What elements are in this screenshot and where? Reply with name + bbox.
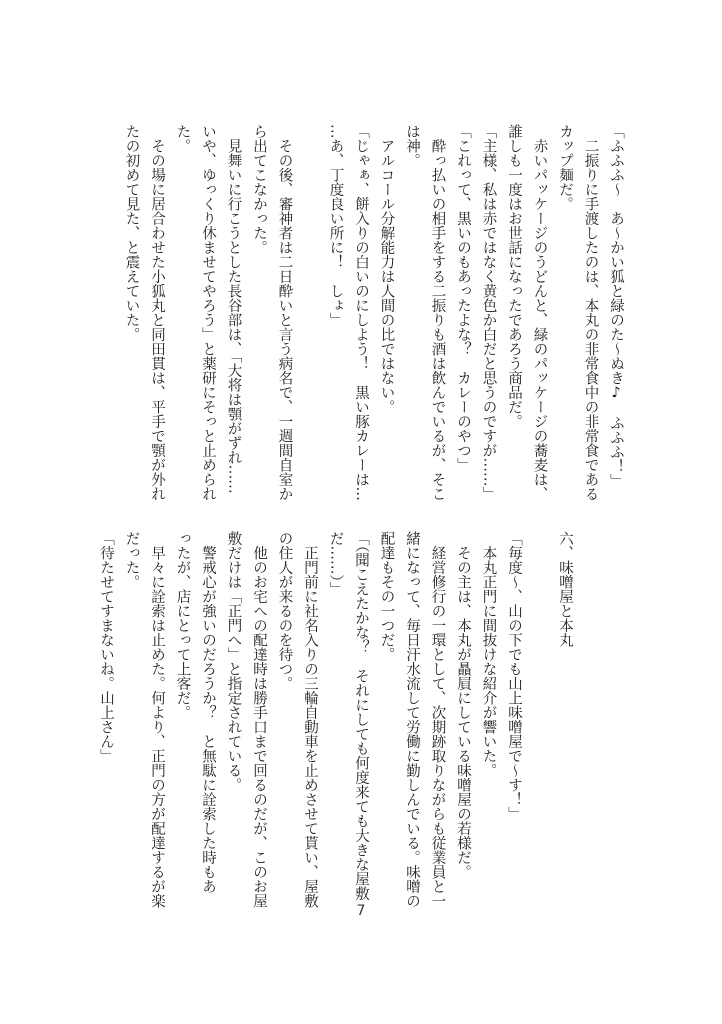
- text-column: 「これって、黒いのもあったよな？ カレーのやつ」: [455, 124, 471, 472]
- text-column: 赤いパッケージのうどんと、緑のパッケージの蕎麦は、: [531, 124, 548, 501]
- text-column: 緒になって、毎日汗水流して労働に勤しんでいる。味噌の: [404, 531, 420, 908]
- text-column: 早々に詮索は止めた。何より、正門の方が配達するが楽: [149, 531, 165, 908]
- text-column: 二振りに手渡したのは、本丸の非常食中の非常食である: [582, 124, 599, 501]
- text-column: 他のお宅への配達時は勝手口まで回るのだが、このお屋: [251, 531, 267, 908]
- text-column: だ……）」: [327, 531, 344, 597]
- lower-text-tier: [92, 531, 628, 909]
- text-column: 「待たせてすまないね。山上さん」: [98, 531, 114, 763]
- text-column: アルコール分解能力は人間の比ではない。: [378, 124, 395, 414]
- text-column: 「（聞こえたかな？ それにしても何度来ても大きな屋敷: [353, 531, 369, 901]
- text-column: ら出てこなかった。: [251, 124, 267, 255]
- text-column: 配達もその一つだ。: [378, 531, 395, 662]
- text-column: 本丸正門に間抜けな紹介が響いた。: [480, 531, 497, 778]
- text-column: その主は、本丸が贔屓にしている味噌屋の若様だ。: [455, 531, 471, 879]
- text-column: たの初めて見た、と震えていた。: [123, 124, 140, 342]
- scene-break-blank-column: [297, 124, 323, 502]
- text-column: その後、審神者は二日酔いと言う病名で、一週間自室か: [276, 124, 293, 501]
- text-column: 見舞いに行こうとした長谷部は、「大将は顎がずれ……: [225, 124, 242, 494]
- text-column: 敷だけは「正門へ」と指定されている。: [225, 531, 242, 792]
- text-column: た。: [174, 124, 191, 153]
- blank-column: [603, 531, 629, 909]
- text-column: だった。: [123, 531, 140, 589]
- text-column: 「じゃぁ、餅入りの白いのにしよう！ 黒い豚カレーは…: [353, 124, 369, 501]
- text-column: の住人が来るのを待つ。: [276, 531, 293, 691]
- blank-column: [93, 124, 119, 502]
- page-number: 7: [356, 903, 366, 919]
- text-column: …あ、丁度良い所に！ しょ」: [327, 124, 344, 327]
- text-column: 誰しも一度はお世話になったであろう商品だ。: [506, 124, 522, 429]
- blank-column: [577, 531, 603, 909]
- text-column: その場に居合わせた小狐丸と同田貫は、平手で顎が外れ: [149, 124, 165, 501]
- text-column: は神。: [404, 124, 420, 168]
- text-column: 「主様、私は赤ではなく黄色か白だと思うのですが……」: [480, 124, 497, 501]
- text-column: 正門前に社名入りの三輪自動車を止めさせて貰い、屋敷: [302, 531, 318, 908]
- text-column: 「ふふふ〜 あ〜かい狐と緑のた〜ぬき♪ ふふふ！」: [608, 124, 624, 488]
- text-column: ったが、店にとって上客だ。: [174, 531, 191, 720]
- text-column: 警戒心が強いのだろうか？ と無駄に詮索した時もあ: [200, 531, 216, 894]
- blank-column: [526, 531, 552, 909]
- text-column: 「毎度〜、山の下でも山上味噌屋で〜す！」: [506, 531, 522, 821]
- text-column: カップ麺だ。: [557, 124, 573, 211]
- text-column: 経営修行の一環として、次期跡取りながらも従業員と一: [429, 531, 446, 908]
- text-column: 酔っ払いの相手をする二振りも酒は飲んでいるが、そこ: [429, 124, 446, 501]
- upper-text-tier: [92, 124, 628, 502]
- chapter-heading: 六、味噌屋と本丸: [557, 531, 573, 647]
- text-column: いや、ゆっくり休ませてやろう」と薬研にそっと止められ: [200, 124, 216, 501]
